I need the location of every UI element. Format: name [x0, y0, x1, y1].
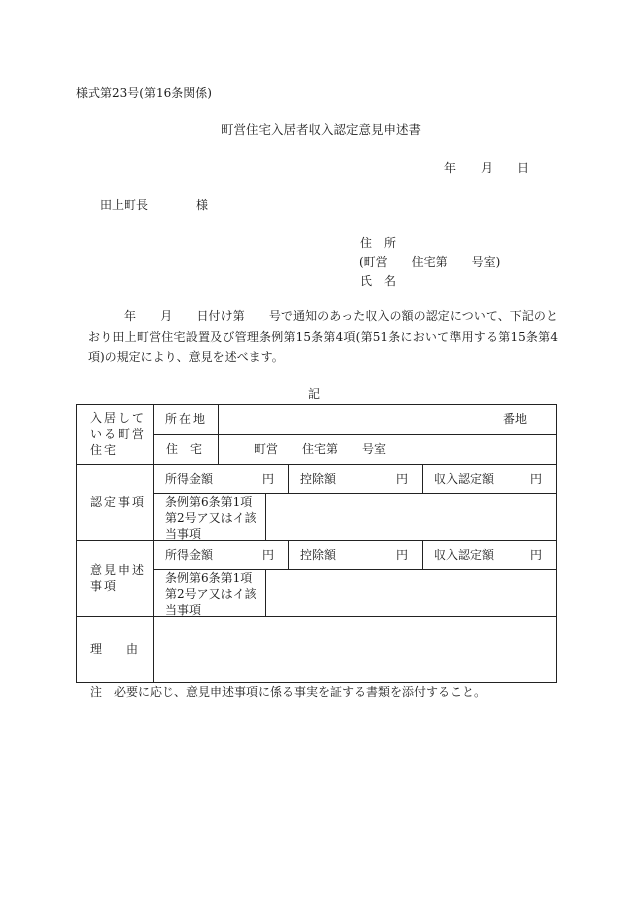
housing-value: 町営 住宅第 号室: [254, 442, 387, 456]
certified-income-field-label: 所得金額: [165, 472, 214, 486]
certified-deduction-yen: 円: [396, 472, 409, 486]
column-divider: [288, 540, 289, 570]
location-label: 所在地: [165, 412, 208, 426]
applicant-address-label: 住 所: [360, 236, 397, 250]
column-divider: [422, 540, 423, 570]
opinion-deduction-label: 控除額: [300, 548, 337, 562]
form-number: 様式第23号(第16条関係): [76, 86, 212, 100]
opinion-label: 意見申述事項: [90, 563, 147, 593]
opinion-income-yen: 円: [262, 548, 275, 562]
banchi-label: 番地: [503, 412, 528, 426]
table-border-bottom: [76, 682, 557, 683]
certified-recognized-label: 収入認定額: [434, 472, 495, 486]
table-border-left: [76, 404, 77, 683]
row-divider: [153, 434, 557, 435]
body-paragraph: 年 月 日付け第 号で通知のあった収入の額の認定について、下記のとおり田上町営住宅設置及び管理条例第15条第4項(第51条において準用する第15条第4項)の規定により、意見を述べます。: [88, 309, 558, 364]
column-divider: [288, 464, 289, 494]
opinion-income-field-label: 所得金額: [165, 548, 214, 562]
opinion-recognized-label: 収入認定額: [434, 548, 495, 562]
addressee-name: 田上町長: [100, 198, 149, 212]
column-divider: [265, 493, 266, 541]
row-divider: [76, 616, 557, 617]
column-divider: [422, 464, 423, 494]
certified-deduction-label: 控除額: [300, 472, 337, 486]
footnote: 注 必要に応じ、意見申述事項に係る事実を証する書類を添付すること。: [90, 685, 487, 699]
row-divider: [76, 464, 557, 465]
row-divider: [76, 540, 557, 541]
applicant-name-label: 氏 名: [360, 274, 397, 288]
certified-article-label: 条例第6条第1項第2号ア又はイ該当事項: [165, 495, 257, 541]
column-divider: [153, 404, 154, 683]
certified-income-yen: 円: [262, 472, 275, 486]
table-border-right: [556, 404, 557, 683]
date-month: 月: [481, 161, 494, 175]
ki-label: 記: [308, 387, 321, 401]
column-divider: [265, 569, 266, 617]
addressee-honorific: 様: [196, 198, 209, 212]
certified-label: 認定事項: [90, 495, 147, 509]
table-border-top: [76, 404, 557, 405]
document-title: 町営住宅入居者収入認定意見申述書: [221, 122, 422, 137]
opinion-deduction-yen: 円: [396, 548, 409, 562]
applicant-housing-line: (町営 住宅第 号室): [359, 255, 501, 269]
certified-recognized-yen: 円: [530, 472, 543, 486]
reason-label: 理 由: [90, 642, 139, 656]
resident-housing-label: 入居している町営住宅: [90, 411, 147, 457]
column-divider: [218, 404, 219, 465]
opinion-recognized-yen: 円: [530, 548, 543, 562]
date-day: 日: [517, 161, 530, 175]
housing-label: 住 宅: [166, 442, 203, 456]
date-year: 年: [444, 161, 457, 175]
opinion-article-label: 条例第6条第1項第2号ア又はイ該当事項: [165, 571, 257, 617]
